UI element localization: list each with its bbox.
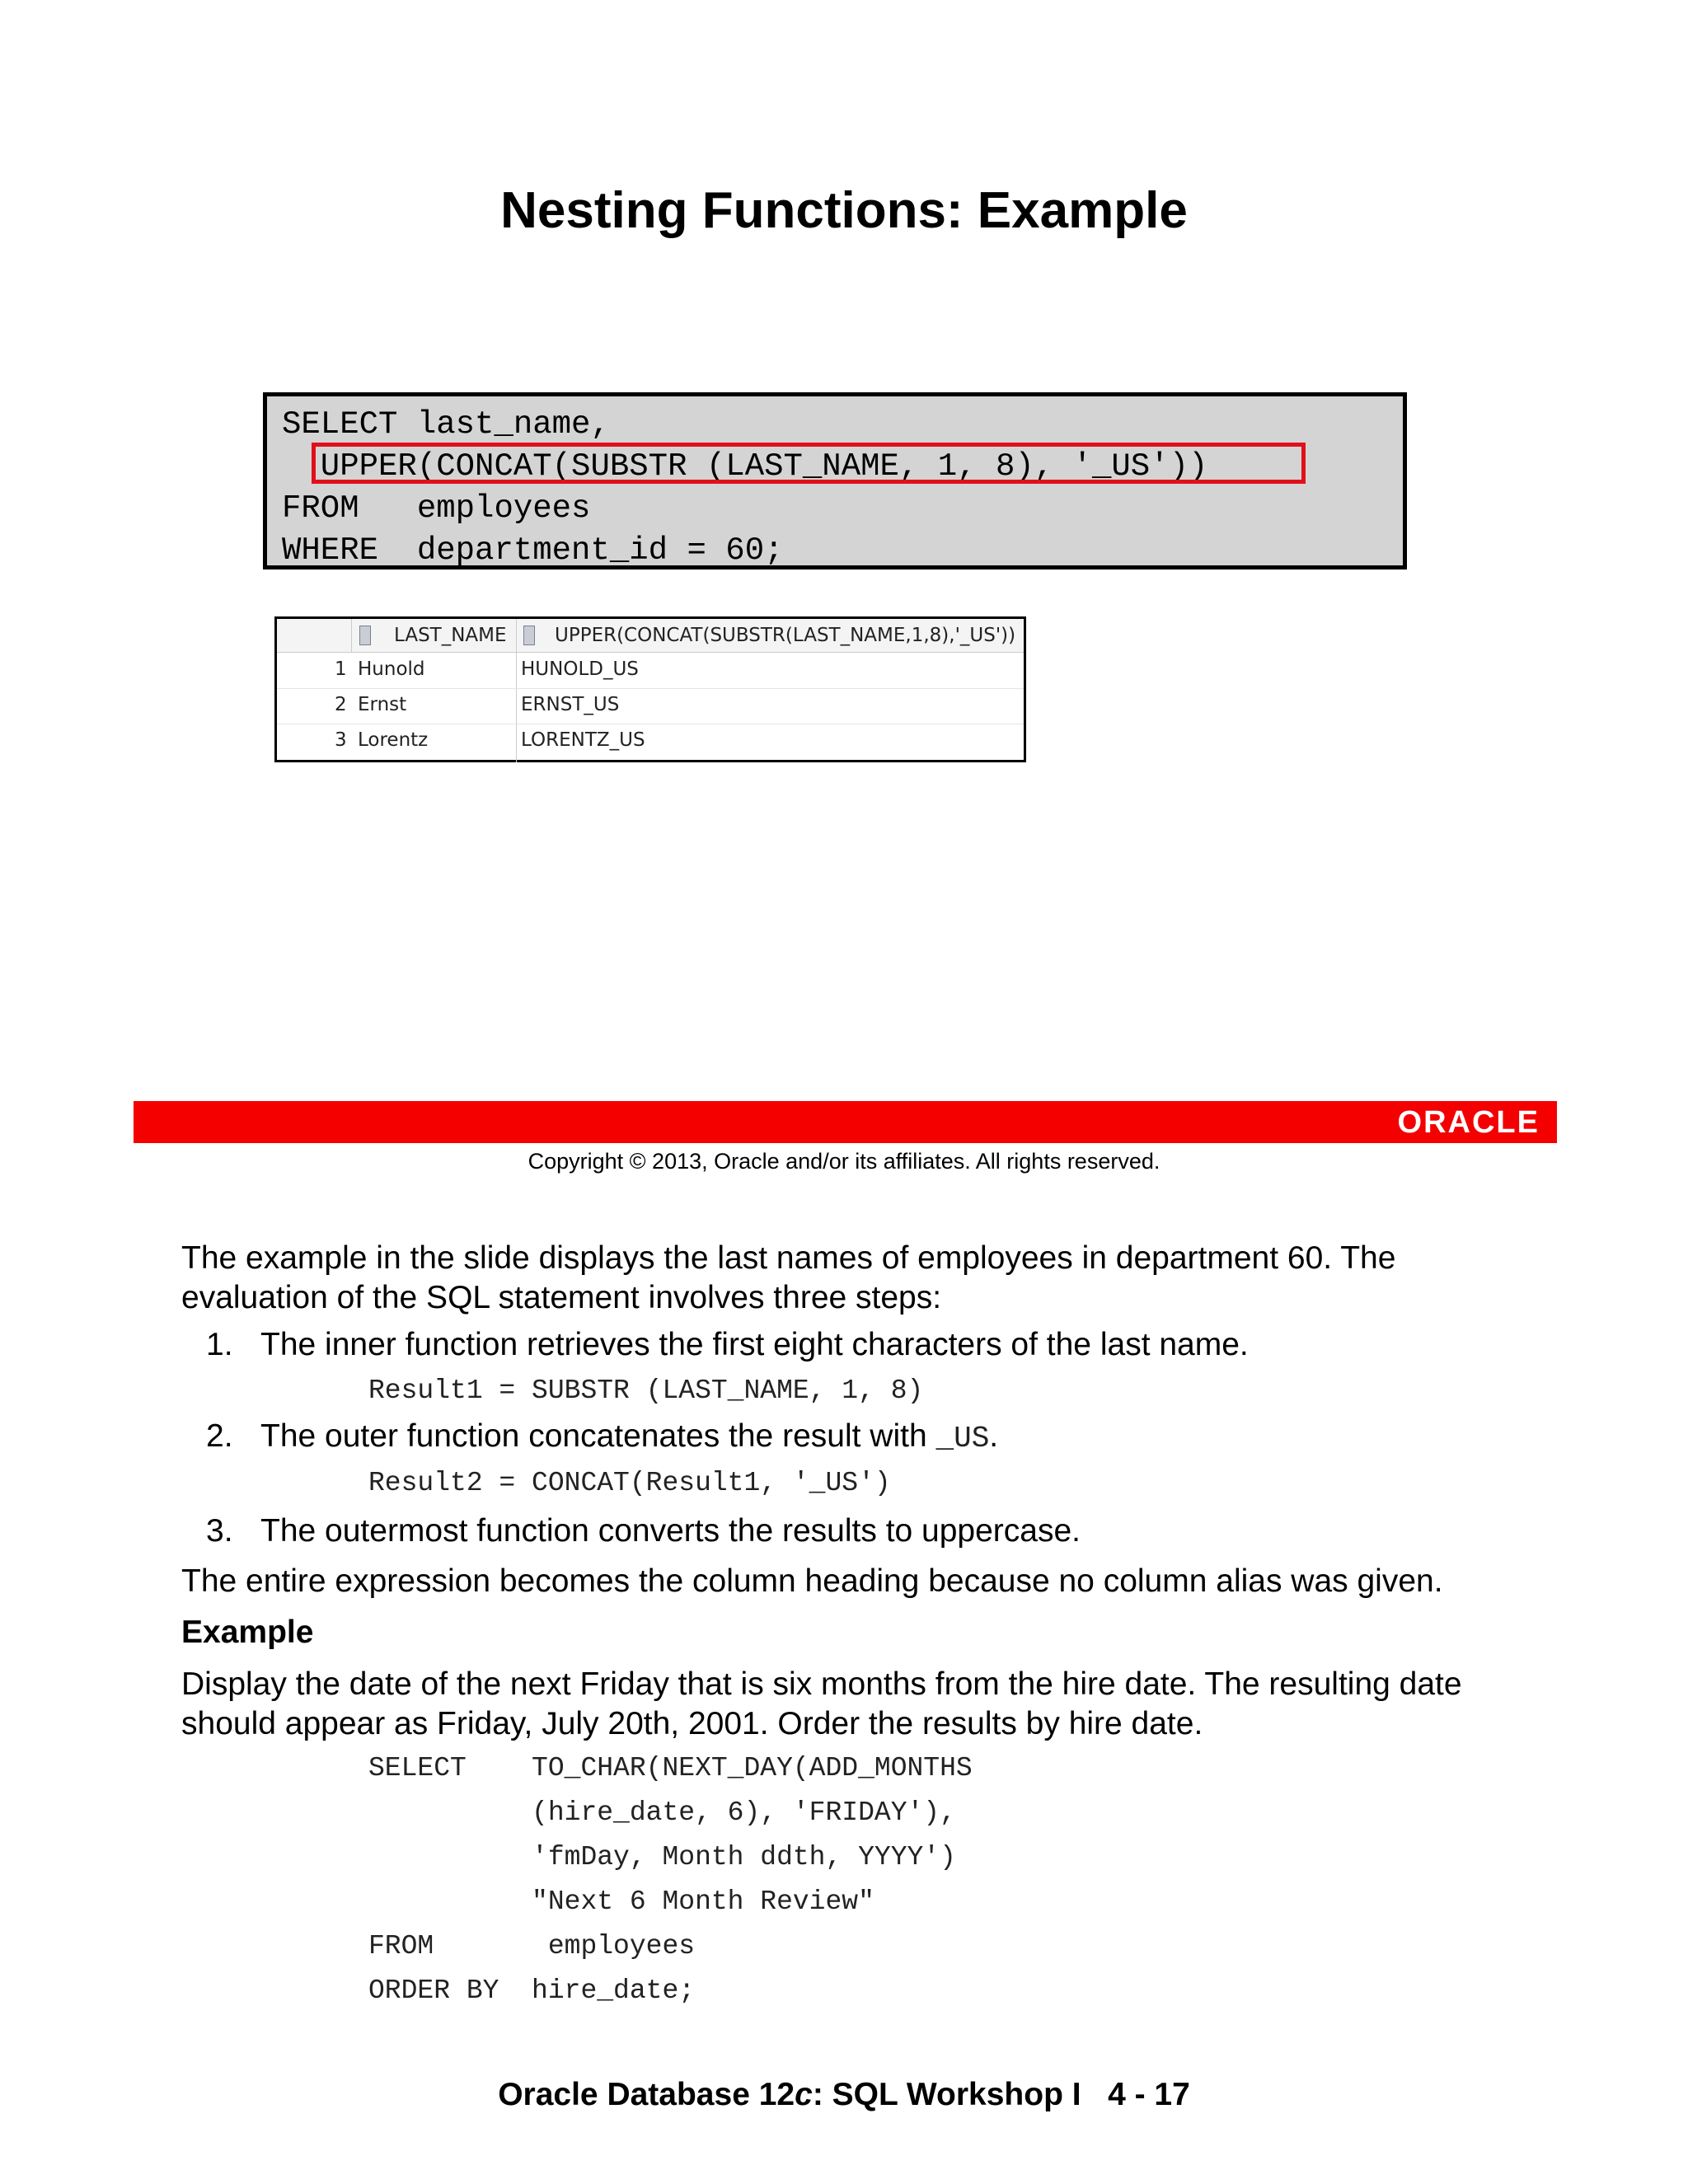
sort-icon[interactable] xyxy=(523,626,535,645)
row-number: 2 xyxy=(335,694,347,715)
step-code: Result2 = CONCAT(Result1, '_US') xyxy=(368,1468,891,1498)
cell-upper: HUNOLD_US xyxy=(521,658,639,680)
slide-footer-bar xyxy=(134,1101,1557,1143)
column-header-last-name[interactable]: LAST_NAME xyxy=(394,625,507,646)
code-line: UPPER(CONCAT(SUBSTR (LAST_NAME, 1, 8), '_US')) xyxy=(282,448,1208,485)
example-code-line: "Next 6 Month Review" xyxy=(368,1886,874,1917)
column-divider xyxy=(351,619,352,652)
step-number: 3. xyxy=(206,1513,233,1549)
step-text-part: The outer function concatenates the result with xyxy=(260,1418,936,1454)
row-number: 1 xyxy=(335,658,347,680)
page-footer xyxy=(0,2075,1688,2115)
example-code-line: 'fmDay, Month ddth, YYYY') xyxy=(368,1842,956,1872)
oracle-logo: ORACLE xyxy=(1397,1105,1540,1140)
example-code-line: ORDER BY hire_date; xyxy=(368,1975,696,2006)
table-row[interactable] xyxy=(277,688,1024,724)
column-header-expression[interactable]: UPPER(CONCAT(SUBSTR(LAST_NAME,1,8),'_US')) xyxy=(555,625,1016,646)
code-line: SELECT last_name, xyxy=(282,406,610,443)
step-text-end: . xyxy=(989,1418,999,1454)
nested-function-highlight xyxy=(312,443,1306,484)
copyright-notice: Copyright © 2013, Oracle and/or its affiliates. All rights reserved. xyxy=(528,1149,1160,1174)
example-code-line: (hire_date, 6), 'FRIDAY'), xyxy=(368,1797,956,1828)
footer-italic: c xyxy=(795,2077,813,2112)
grid-header xyxy=(277,619,1024,653)
table-row[interactable] xyxy=(277,653,1024,689)
example-code-line: FROM employees xyxy=(368,1931,696,1961)
row-number: 3 xyxy=(335,729,347,751)
sql-code-box xyxy=(263,392,1407,569)
inline-code: _US xyxy=(935,1422,990,1455)
cell-upper: LORENTZ_US xyxy=(521,729,645,751)
code-line: WHERE department_id = 60; xyxy=(282,532,784,569)
intro-text: evaluation of the SQL statement involves three steps: xyxy=(181,1280,942,1315)
example-heading: Example xyxy=(181,1615,314,1650)
step-code: Result1 = SUBSTR (LAST_NAME, 1, 8) xyxy=(368,1376,924,1406)
cell-upper: ERNST_US xyxy=(521,694,620,715)
example-text: should appear as Friday, July 20th, 2001. Order the results by hire date. xyxy=(181,1706,1203,1741)
footer-prefix: Oracle Database 12 xyxy=(498,2077,795,2112)
code-line: FROM employees xyxy=(282,490,591,527)
cell-last-name: Hunold xyxy=(358,658,425,680)
summary-text: The entire expression becomes the column heading because no column alias was given. xyxy=(181,1563,1443,1599)
step-text xyxy=(260,1417,998,1457)
step-text: The outermost function converts the results to uppercase. xyxy=(260,1513,1081,1549)
intro-text: The example in the slide displays the last names of employees in department 60. The xyxy=(181,1240,1396,1276)
cell-last-name: Ernst xyxy=(358,694,407,715)
sort-icon[interactable] xyxy=(359,626,371,645)
query-result-grid xyxy=(274,616,1026,762)
cell-last-name: Lorentz xyxy=(358,729,429,751)
example-text: Display the date of the next Friday that is six months from the hire date. The resulting date xyxy=(181,1666,1462,1702)
step-text: The inner function retrieves the first eight characters of the last name. xyxy=(260,1327,1249,1362)
slide-title: Nesting Functions: Example xyxy=(500,182,1188,239)
step-number: 2. xyxy=(206,1418,233,1454)
example-code-line: SELECT TO_CHAR(NEXT_DAY(ADD_MONTHS xyxy=(368,1753,973,1783)
footer-suffix: : SQL Workshop I 4 - 17 xyxy=(812,2077,1190,2112)
step-number: 1. xyxy=(206,1327,233,1362)
table-row[interactable] xyxy=(277,724,1024,759)
